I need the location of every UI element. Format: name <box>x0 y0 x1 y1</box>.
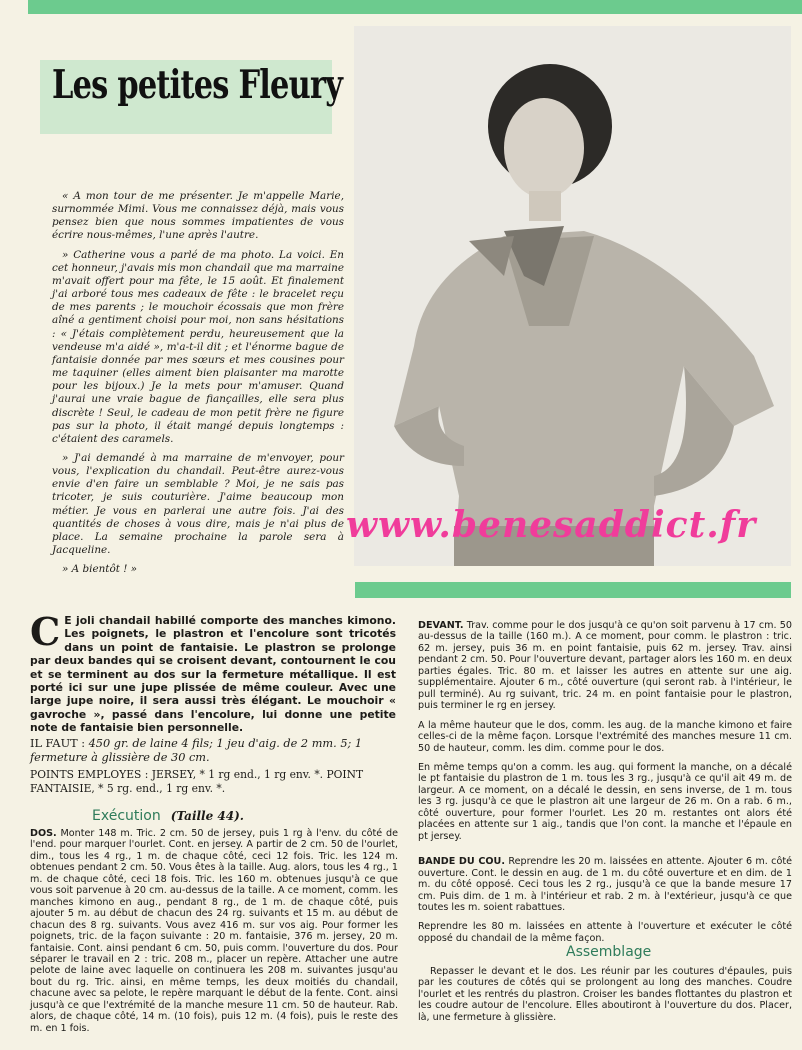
dos-text: Monter 148 m. Tric. 2 cm. 50 de jersey, puis 1 rg à l'env. du côté de l'end. pour marquer l'ourlet. Cont. en jersey. A partir de 2 cm. 50 de l'ourlet, dim., tous les 4 rg., 1 m. de chaque côté, ceci 12 fois. Tric. les 124 m. obtenues pendant 2 cm. 50. Vous êtes à la taille. Aug. alors, tous les 4 rg., 1 m. de chaque côté, ceci 18 fois. Tric. les 160 m. obtenues jusqu'à ce que vous soit parvenue à 20 cm. au-dessus de la taille. A ce moment, comm. les manches kimono en aug., pendant 8 rg., de 1 m. de chaque côté, puis ajouter 5 m. au début de chacun des 24 rg. suivants et 15 m. au début de chacun des 8 rg. suivants. Vous avez 416 m. sur vos aig. Pour former les poignets, tric. de la façon suivante : 20 m. fantaisie, 376 m. jersey, 20 m. fantaisie. Cont. ainsi pendant 6 cm. 50, puis comm. l'ouverture du dos. Pour séparer le travail en 2 : tric. 208 m., placer un repère. Attacher une autre pelote de laine avec laquelle on continuera les 208 m. suivantes jusqu'au bout du rg. Tric. ainsi, en même temps, les deux moitiés du chandail, chacune avec sa pelote, le repère marquant le début de la fente. Cont. ainsi jusqu'à ce que l'extrémité de la manche mesure 11 cm. 50 de hauteur. Rab. alors, de chaque côté, 14 m. (10 fois), puis 12 m. (4 fois), puis le reste des m. en 1 fois. <box>30 828 398 1034</box>
photo-green-bar <box>355 582 791 598</box>
devant-paragraph-2: A la même hauteur que le dos, comm. les aug. de la manche kimono et faire celles-ci de la même façon. Lorsque l'extrémité des manches mesure 11 cm. 50 de hauteur, comm. les dim. comme pour le dos. <box>418 719 792 754</box>
assemblage-heading: Assemblage <box>566 944 652 960</box>
drop-cap: C <box>30 609 61 654</box>
model-photo <box>354 26 791 566</box>
stitches-label: POINTS EMPLOYES : <box>30 768 149 781</box>
right-column <box>418 620 792 952</box>
bande-paragraph-2: Reprendre les 80 m. laissées en attente à l'ouverture et exécuter le côté opposé du chandail de la même façon. <box>418 921 792 944</box>
execution-heading <box>92 808 244 824</box>
story-paragraph: » Catherine vous a parlé de ma photo. La voici. En cet honneur, j'avais mis mon chandail que ma marraine m'avait offert pour ma fête, le 15 août. Et finalement j'ai arboré tous mes cadeaux de fête : le bracelet reçu de mes parents ; le mouchoir écossais que mon frère aîné a gentiment choisi pour moi, non sans hésitations : « J'étais complètement perdu, heureusement que la vendeuse m'a aidé », m'a-t-il dit ; et l'énorme bague de fantaisie donnée par mes sœurs et mes cousines pour me taquiner (elles aiment bien plaisanter ma marotte pour les bijoux.) Je la mets pour m'amuser. Quand j'aurai une vraie bague de fiançailles, elle sera plus discrète ! Seul, le cadeau de mon petit frère ne figure pas sur la photo, il était mangé depuis longtemps : c'étaient des caramels. <box>52 248 344 445</box>
story-text <box>52 190 344 582</box>
watermark: www.benesaddict.fr <box>346 504 757 546</box>
stitches <box>30 768 398 795</box>
devant-text: Trav. comme pour le dos jusqu'à ce qu'on soit parvenu à 17 cm. 50 au-dessus de la taille (160 m.). A ce moment, pour comm. le plastron : tric. 62 m. jersey, puis 36 m. en point fantaisie, puis 62 m. jersey. Trav. ainsi pendant 2 cm. 50. Pour l'ouverture devant, partager alors les 160 m. en deux parties égales. Tric. 80 m. et laisser les autres en attente sur une aig. supplémentaire. Ajouter 6 m., côté ouverture (qui seront rab. à l'intérieur, le pull terminé). Au rg suivant, tric. 24 m. en point fantaisie pour le plastron, puis terminer le rg en jersey. <box>418 620 792 712</box>
bande-label: BANDE DU COU. <box>418 856 505 868</box>
execution-dos <box>30 828 398 1034</box>
devant-paragraph-3: En même temps qu'on a comm. les aug. qui forment la manche, on a décalé le pt fantaisie du plastron de 1 m. tous les 3 rg., jusqu'à ce qu'il ait 49 m. de largeur. A ce moment, on a décalé le dessin, en sens inverse, de 1 m. tous les 3 rg. jusqu'à ce que le plastron ait une largeur de 26 m. On a rab. 6 m., côté ouverture, pour former l'ourlet. Les 20 m. restantes ont alors été placées en attente sur 1 aig., tandis que l'on cont. la manche et l'épaule en pt jersey. <box>418 761 792 842</box>
execution-size: (Taille 44). <box>170 809 244 823</box>
bande-text: Reprendre les 20 m. laissées en attente. Ajouter 6 m. côté ouverture. Cont. le dessin en aug. de 1 m. du côté ouverture et en dim. de 1 m. du côté opposé. Ceci tous les 2 rg., jusqu'à ce que la bande mesure 17 cm. Puis dim. de 1 m. à l'intérieur et rab. 2 m. à l'extérieur, jusqu'à ce que toutes les m. soient rabattues. <box>418 856 792 913</box>
bande-paragraph <box>418 856 792 913</box>
top-green-bar <box>28 0 802 14</box>
execution-title: Exécution <box>92 808 161 824</box>
stitches-text: JERSEY, * 1 rg end., 1 rg env. *. POINT FANTAISIE, * 5 rg. end., 1 rg env. *. <box>30 768 364 795</box>
intro-text: E joli chandail habillé comporte des manches kimono. Les poignets, le plastron et l'encolure sont tricotés dans un point de fantaisie. Le plastron se prolonge par deux bandes qui se croisent devant, contournent le cou et se terminent au dos sur la fermeture métallique. Il est porté ici sur une jupe plissée de même couleur. Avec une large jupe noire, il sera aussi très élégant. Le mouchoir « gavroche », passé dans l'encolure, lui donne une petite note de fantaisie bien personnelle. <box>30 614 396 735</box>
materials <box>30 737 398 764</box>
story-paragraph: « A mon tour de me présenter. Je m'appelle Marie, surnommée Mimi. Vous me connaissez déjà, mais vous pensez bien que nous sommes impatientes de vous écrire nous-mêmes, l'une après l'autre. <box>52 190 344 242</box>
intro-paragraph <box>30 609 396 735</box>
sweater-photo-illustration <box>354 26 791 566</box>
materials-text: 450 gr. de laine 4 fils; 1 jeu d'aig. de 2 mm. 5; 1 fermeture à glissière de 30 cm. <box>30 737 363 764</box>
dos-label: DOS. <box>30 828 57 839</box>
devant-paragraph <box>418 620 792 712</box>
materials-label: IL FAUT : <box>30 737 86 750</box>
story-paragraph: » A bientôt ! » <box>62 563 138 576</box>
assemblage-text: Repasser le devant et le dos. Les réunir par les coutures d'épaules, puis par les coutures de côtés qui se prolongent au long des manches. Coudre l'ourlet et les rentrés du plastron. Croiser les bandes flottantes du plastron et les coudre autour de l'encolure. Elles aboutiront à l'ouverture du dos. Placer, là, une fermeture à glissière. <box>418 966 792 1023</box>
story-paragraph: » J'ai demandé à ma marraine de m'envoyer, pour vous, l'explication du chandail. Peut-être aurez-vous envie d'en faire un semblable ? Moi, je ne sais pas tricoter, je suis couturière. J'aime beaucoup mon métier. Je vous en parlerai une autre fois. J'ai des quantités de choses à vous dire, mais je n'ai plus de place. La semaine prochaine la parole sera à Jacqueline. <box>52 451 344 557</box>
page-title: Les petites Fleury <box>52 62 343 108</box>
devant-label: DEVANT. <box>418 620 464 631</box>
